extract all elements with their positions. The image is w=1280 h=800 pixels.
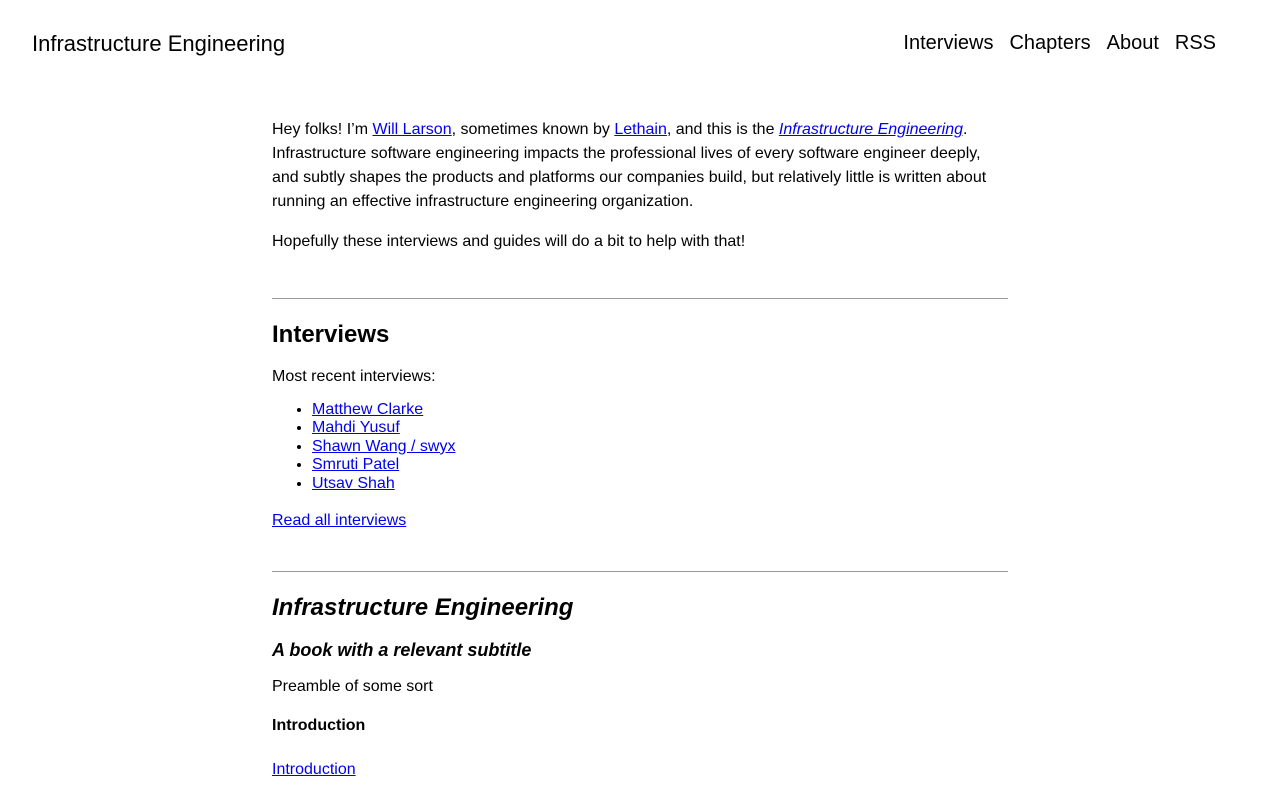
chapter-link-introduction[interactable]: Introduction	[272, 761, 356, 779]
interview-link[interactable]: Mahdi Yusuf	[312, 419, 400, 437]
book-subtitle: A book with a relevant subtitle	[272, 640, 532, 661]
interview-link[interactable]: Utsav Shah	[312, 474, 395, 492]
book-preamble: Preamble of some sort	[272, 678, 433, 696]
nav-item-chapters[interactable]: Chapters	[1009, 32, 1091, 54]
site-header	[0, 0, 1280, 88]
intro-text-b: , sometimes known by	[451, 121, 615, 138]
author-link[interactable]: Will Larson	[372, 121, 452, 138]
intro-closing: Hopefully these interviews and guides will do a bit to help with that!	[272, 233, 746, 250]
list-item	[312, 401, 1008, 419]
main-content	[272, 118, 1008, 782]
nav-item-rss[interactable]: RSS	[1174, 32, 1216, 54]
read-all-interviews-link[interactable]: Read all interviews	[272, 512, 407, 530]
list-item	[312, 456, 1008, 474]
interview-link[interactable]: Matthew Clarke	[312, 401, 424, 418]
handle-link[interactable]: Lethain	[614, 121, 667, 138]
recent-interviews-label: Most recent interviews:	[272, 368, 436, 385]
list-item	[312, 438, 1008, 456]
intro-text-a: Hey folks! I’m	[272, 121, 373, 138]
nav-item-about[interactable]: About	[1106, 32, 1159, 54]
intro-text-c: , and this is the	[666, 121, 779, 138]
intro-text-d: . Infrastructure software engineering impacts the professional lives of every software engineer deeply, and subtly shapes the products and platforms our companies build, but relatively little is written about running an effective infrastructure engineering organization.	[272, 121, 987, 210]
book-title: Infrastructure Engineering	[272, 594, 574, 622]
book-link[interactable]: Infrastructure Engineering	[778, 121, 964, 138]
main-nav	[903, 30, 1216, 56]
interviews-heading: Interviews	[272, 321, 390, 348]
site-title[interactable]: Infrastructure Engineering	[32, 31, 286, 56]
interview-link[interactable]: Smruti Patel	[312, 456, 400, 474]
nav-item-interviews[interactable]: Interviews	[903, 32, 994, 54]
list-item	[312, 419, 1008, 437]
intro-paragraph	[272, 118, 1008, 214]
divider	[272, 571, 1008, 572]
interviews-list	[272, 401, 1008, 493]
interview-link[interactable]: Shawn Wang / swyx	[312, 437, 456, 455]
divider	[272, 298, 1008, 299]
chapter-section-heading: Introduction	[272, 717, 366, 735]
list-item	[312, 475, 1008, 493]
